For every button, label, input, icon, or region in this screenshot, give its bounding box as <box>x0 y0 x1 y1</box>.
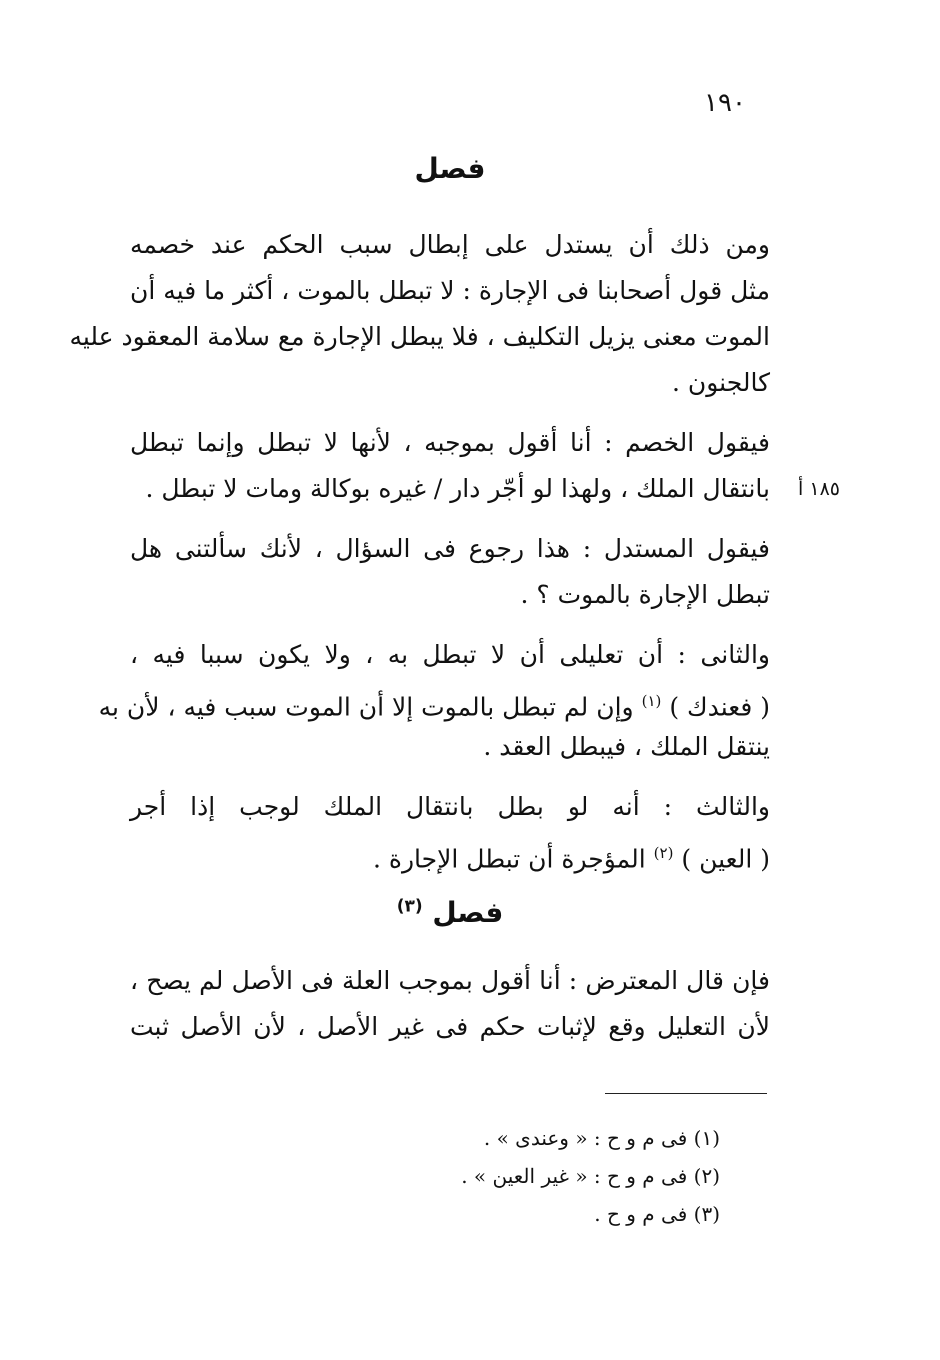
text-line: بانتقال الملك ، ولهذا لو أجّر دار / غيره بوكالة ومات لا تبطل . <box>145 474 770 503</box>
section-heading: فصل <box>414 152 486 185</box>
footnote-ref: (١) <box>641 692 662 710</box>
line-part: وإن لم تبطل بالموت إلا أن الموت سبب فيه ، لأن به <box>98 692 634 722</box>
line-part: ( العين ) <box>681 844 770 874</box>
page-number: ١٩٠ <box>704 88 746 118</box>
text-line: ومن ذلك أن يستدل على إبطال سبب الحكم عند خصمه <box>130 230 770 259</box>
text-line-with-footnote-ref <box>98 678 770 724</box>
text-line: لأن التعليل وقع لإثبات حكم فى غير الأصل ، لأن الأصل ثبت <box>130 1012 770 1041</box>
text-line: فيقول الخصم : أنا أقول بموجبه ، لأنها لا تبطل وإنما تبطل <box>130 428 770 457</box>
text-line: فإن قال المعترض : أنا أقول بموجب العلة فى الأصل لم يصح ، <box>130 966 770 995</box>
footnote-ref: (٣) <box>396 896 423 917</box>
section-heading <box>130 896 770 929</box>
text-line: الموت معنى يزيل التكليف ، فلا يبطل الإجارة مع سلامة المعقود عليه <box>69 322 770 351</box>
footnote: (٣) فى م و ح . <box>594 1202 720 1226</box>
margin-folio-note: ١٨٥ أ <box>798 478 840 500</box>
heading-text: فصل <box>432 896 504 929</box>
text-line: تبطل الإجارة بالموت ؟ . <box>520 580 770 609</box>
footnote: (١) فى م و ح : « وعندى » . <box>483 1126 720 1150</box>
line-part: ( فعندك ) <box>669 692 770 722</box>
text-line: والثالث : أنه لو بطل بانتقال الملك لوجب إذا أجر <box>130 792 770 821</box>
text-line: والثانى : أن تعليلى أن لا تبطل به ، ولا يكون سببا فيه ، <box>130 640 770 669</box>
text-line: فيقول المستدل : هذا رجوع فى السؤال ، لأنك سألتنى هل <box>130 534 770 563</box>
footnote-divider <box>605 1093 767 1094</box>
text-line: مثل قول أصحابنا فى الإجارة : لا تبطل بالموت ، أكثر ما فيه أن <box>130 276 770 305</box>
text-line-with-footnote-ref <box>130 830 770 876</box>
text-line: ينتقل الملك ، فيبطل العقد . <box>483 732 770 761</box>
text-line: كالجنون . <box>672 368 770 397</box>
footnote: (٢) فى م و ح : « غير العين » . <box>461 1164 720 1188</box>
line-part: المؤجرة أن تبطل الإجارة . <box>372 844 646 874</box>
footnote-ref: (٢) <box>653 844 674 862</box>
